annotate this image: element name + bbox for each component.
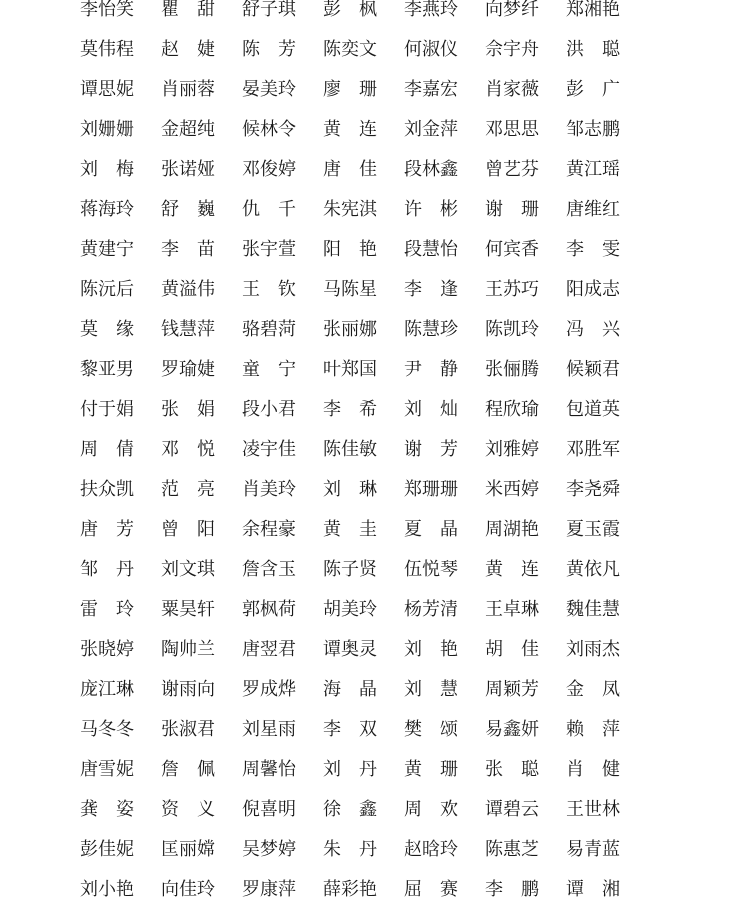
given-name: 鑫 — [359, 799, 377, 820]
name-cell: 程欣瑜 — [485, 399, 539, 420]
name-cell — [242, 270, 296, 310]
name-cell: 王苏巧 — [485, 279, 539, 300]
name-cell: 刘姗姗 — [80, 119, 134, 140]
given-name: 颂 — [440, 719, 458, 740]
given-name: 丹 — [359, 759, 377, 780]
given-name: 琳 — [359, 479, 377, 500]
surname: 谢 — [404, 439, 422, 460]
name-cell — [323, 0, 377, 30]
name-cell — [161, 390, 215, 430]
surname: 赖 — [566, 719, 584, 740]
given-name: 雯 — [602, 239, 620, 260]
name-cell — [323, 150, 377, 190]
name-cell: 庞江琳 — [80, 679, 134, 700]
surname: 海 — [323, 679, 341, 700]
name-cell: 彭佳妮 — [80, 839, 134, 860]
given-name: 佳 — [521, 639, 539, 660]
given-name: 珊 — [359, 79, 377, 100]
name-cell: 向梦纤 — [485, 0, 539, 20]
name-cell: 罗成烨 — [242, 679, 296, 700]
name-cell — [323, 510, 377, 550]
name-cell: 舒子琪 — [242, 0, 296, 20]
name-cell: 骆碧菏 — [242, 319, 296, 340]
name-cell: 何淑仪 — [404, 39, 458, 60]
name-cell — [80, 310, 134, 350]
name-cell: 段慧怡 — [404, 239, 458, 260]
surname: 刘 — [323, 479, 341, 500]
surname: 许 — [404, 199, 422, 220]
name-cell — [161, 30, 215, 70]
name-cell: 匡丽嫦 — [161, 839, 215, 860]
surname: 黄 — [485, 559, 503, 580]
surname: 刘 — [404, 639, 422, 660]
name-cell: 王世林 — [566, 799, 620, 820]
name-cell — [404, 750, 458, 790]
name-cell — [485, 550, 539, 590]
name-cell: 张诺娅 — [161, 159, 215, 180]
surname: 彭 — [566, 79, 584, 100]
name-cell: 谢雨向 — [161, 679, 215, 700]
surname: 冯 — [566, 319, 584, 340]
name-cell: 叶郑国 — [323, 359, 377, 380]
name-cell — [404, 190, 458, 230]
name-cell — [323, 230, 377, 270]
surname: 莫 — [80, 319, 98, 340]
name-cell — [80, 150, 134, 190]
name-cell: 张俪腾 — [485, 359, 539, 380]
name-cell: 赵晗玲 — [404, 839, 458, 860]
given-name: 婕 — [197, 39, 215, 60]
name-cell: 马陈星 — [323, 279, 377, 300]
name-cell: 谭思妮 — [80, 79, 134, 100]
name-cell: 陈佳敏 — [323, 439, 377, 460]
name-cell: 罗康萍 — [242, 879, 296, 899]
given-name: 赛 — [440, 879, 458, 899]
name-cell: 魏佳慧 — [566, 599, 620, 620]
name-cell: 扶众凯 — [80, 479, 134, 500]
name-cell: 邓胜军 — [566, 439, 620, 460]
given-name: 聪 — [521, 759, 539, 780]
name-cell: 刘小艳 — [80, 879, 134, 899]
name-cell: 邓俊婷 — [242, 159, 296, 180]
surname: 夏 — [404, 519, 422, 540]
name-cell: 黄江瑶 — [566, 159, 620, 180]
name-cell — [404, 870, 458, 899]
surname: 金 — [566, 679, 584, 700]
name-cell: 马冬冬 — [80, 719, 134, 740]
surname: 李 — [323, 719, 341, 740]
given-name: 连 — [359, 119, 377, 140]
name-cell — [242, 30, 296, 70]
surname: 曾 — [161, 519, 179, 540]
surname: 邓 — [161, 439, 179, 460]
name-cell — [566, 710, 620, 750]
name-cell: 黄溢伟 — [161, 279, 215, 300]
name-cell: 谭碧云 — [485, 799, 539, 820]
name-cell — [404, 630, 458, 670]
given-name: 缘 — [116, 319, 134, 340]
given-name: 慧 — [440, 679, 458, 700]
name-cell: 候林令 — [242, 119, 296, 140]
name-cell — [323, 750, 377, 790]
surname: 洪 — [566, 39, 584, 60]
name-cell: 陈凯玲 — [485, 319, 539, 340]
surname: 朱 — [323, 839, 341, 860]
name-cell: 唐维红 — [566, 199, 620, 220]
given-name: 晶 — [359, 679, 377, 700]
surname: 李 — [161, 239, 179, 260]
name-cell: 唐翌君 — [242, 639, 296, 660]
given-name: 凤 — [602, 679, 620, 700]
name-cell: 何宾香 — [485, 239, 539, 260]
name-cell: 陶帅兰 — [161, 639, 215, 660]
name-cell: 邓思思 — [485, 119, 539, 140]
given-name: 芳 — [278, 39, 296, 60]
given-name: 芳 — [440, 439, 458, 460]
name-cell: 黄建宁 — [80, 239, 134, 260]
name-cell: 肖家薇 — [485, 79, 539, 100]
name-cell: 郑湘艳 — [566, 0, 620, 20]
surname: 胡 — [485, 639, 503, 660]
surname: 张 — [161, 399, 179, 420]
surname: 徐 — [323, 799, 341, 820]
surname: 肖 — [566, 759, 584, 780]
name-cell: 段小君 — [242, 399, 296, 420]
name-cell: 刘雨杰 — [566, 639, 620, 660]
name-cell: 倪喜明 — [242, 799, 296, 820]
name-cell: 陈惠芝 — [485, 839, 539, 860]
name-cell — [404, 790, 458, 830]
name-cell: 陈慧珍 — [404, 319, 458, 340]
name-cell: 陈沅后 — [80, 279, 134, 300]
given-name: 姿 — [116, 799, 134, 820]
surname: 李 — [404, 279, 422, 300]
name-cell: 周湖艳 — [485, 519, 539, 540]
given-name: 玲 — [116, 599, 134, 620]
name-cell: 付于娟 — [80, 399, 134, 420]
given-name: 晶 — [440, 519, 458, 540]
name-cell — [161, 750, 215, 790]
name-cell: 候颖君 — [566, 359, 620, 380]
surname: 雷 — [80, 599, 98, 620]
name-cell: 邹志鹏 — [566, 119, 620, 140]
name-cell: 刘金萍 — [404, 119, 458, 140]
name-cell: 刘文琪 — [161, 559, 215, 580]
name-cell: 刘星雨 — [242, 719, 296, 740]
surname: 唐 — [80, 519, 98, 540]
name-cell — [323, 110, 377, 150]
name-cell — [566, 870, 620, 899]
name-cell: 陈奕文 — [323, 39, 377, 60]
surname: 唐 — [323, 159, 341, 180]
surname: 刘 — [404, 679, 422, 700]
name-cell: 李燕玲 — [404, 0, 458, 20]
given-name: 湘 — [602, 879, 620, 899]
name-cell — [485, 630, 539, 670]
given-name: 佳 — [359, 159, 377, 180]
given-name: 倩 — [116, 439, 134, 460]
surname: 黄 — [323, 519, 341, 540]
name-cell: 薛彩艳 — [323, 879, 377, 899]
surname: 周 — [404, 799, 422, 820]
name-cell — [566, 30, 620, 70]
given-name: 佩 — [197, 759, 215, 780]
surname: 瞿 — [161, 0, 179, 20]
name-cell — [404, 710, 458, 750]
name-cell: 张丽娜 — [323, 319, 377, 340]
name-cell — [323, 710, 377, 750]
given-name: 阳 — [197, 519, 215, 540]
given-name: 娟 — [197, 399, 215, 420]
surname: 陈 — [242, 39, 260, 60]
name-cell: 金超纯 — [161, 119, 215, 140]
name-cell: 包道英 — [566, 399, 620, 420]
name-cell — [404, 510, 458, 550]
given-name: 双 — [359, 719, 377, 740]
name-cell — [323, 70, 377, 110]
surname: 邹 — [80, 559, 98, 580]
name-cell: 陈子贤 — [323, 559, 377, 580]
name-cell: 伍悦琴 — [404, 559, 458, 580]
name-cell — [323, 390, 377, 430]
given-name: 千 — [278, 199, 296, 220]
name-cell: 肖丽蓉 — [161, 79, 215, 100]
name-cell: 肖美玲 — [242, 479, 296, 500]
name-cell: 郭枫荷 — [242, 599, 296, 620]
name-cell: 罗瑜婕 — [161, 359, 215, 380]
given-name: 彬 — [440, 199, 458, 220]
given-name: 艳 — [440, 639, 458, 660]
given-name: 巍 — [197, 199, 215, 220]
name-cell — [404, 430, 458, 470]
name-cell — [485, 870, 539, 899]
name-cell — [404, 350, 458, 390]
name-cell: 郑珊珊 — [404, 479, 458, 500]
name-cell — [161, 470, 215, 510]
name-cell — [566, 670, 620, 710]
given-name: 义 — [197, 799, 215, 820]
name-cell: 王卓琳 — [485, 599, 539, 620]
surname: 阳 — [323, 239, 341, 260]
name-cell — [323, 670, 377, 710]
given-name: 灿 — [440, 399, 458, 420]
name-cell — [161, 190, 215, 230]
name-cell — [566, 230, 620, 270]
surname: 童 — [242, 359, 260, 380]
name-cell: 唐雪妮 — [80, 759, 134, 780]
name-cell — [323, 830, 377, 870]
name-cell — [161, 790, 215, 830]
surname: 赵 — [161, 39, 179, 60]
surname: 范 — [161, 479, 179, 500]
name-cell: 钱慧萍 — [161, 319, 215, 340]
name-cell: 李怡笑 — [80, 0, 134, 20]
surname: 龚 — [80, 799, 98, 820]
name-cell — [404, 270, 458, 310]
name-cell — [80, 790, 134, 830]
given-name: 聪 — [602, 39, 620, 60]
given-name: 丹 — [116, 559, 134, 580]
name-cell — [80, 430, 134, 470]
name-cell: 粟昊轩 — [161, 599, 215, 620]
name-cell: 李尧舜 — [566, 479, 620, 500]
given-name: 鹏 — [521, 879, 539, 899]
given-name: 兴 — [602, 319, 620, 340]
surname: 李 — [323, 399, 341, 420]
name-cell: 杨芳清 — [404, 599, 458, 620]
name-cell — [242, 190, 296, 230]
given-name: 连 — [521, 559, 539, 580]
name-cell — [566, 310, 620, 350]
given-name: 苗 — [197, 239, 215, 260]
surname: 黄 — [323, 119, 341, 140]
name-cell: 阳成志 — [566, 279, 620, 300]
given-name: 悦 — [197, 439, 215, 460]
given-name: 萍 — [602, 719, 620, 740]
name-cell — [161, 230, 215, 270]
name-cell — [323, 470, 377, 510]
given-name: 宁 — [278, 359, 296, 380]
name-cell — [161, 510, 215, 550]
given-name: 枫 — [359, 0, 377, 20]
name-cell — [242, 350, 296, 390]
surname: 张 — [485, 759, 503, 780]
surname: 樊 — [404, 719, 422, 740]
surname: 李 — [485, 879, 503, 899]
given-name: 珊 — [440, 759, 458, 780]
name-cell: 周馨怡 — [242, 759, 296, 780]
name-cell — [566, 70, 620, 110]
name-cell: 胡美玲 — [323, 599, 377, 620]
given-name: 甜 — [197, 0, 215, 20]
name-cell: 向佳玲 — [161, 879, 215, 899]
given-name: 静 — [440, 359, 458, 380]
name-cell: 张晓婷 — [80, 639, 134, 660]
name-cell: 易鑫妍 — [485, 719, 539, 740]
name-cell: 晏美玲 — [242, 79, 296, 100]
name-cell: 莫伟程 — [80, 39, 134, 60]
name-cell — [485, 750, 539, 790]
given-name: 芳 — [116, 519, 134, 540]
name-cell — [80, 550, 134, 590]
surname: 彭 — [323, 0, 341, 20]
name-cell — [404, 670, 458, 710]
name-cell — [161, 0, 215, 30]
surname: 尹 — [404, 359, 422, 380]
name-cell: 谭奥灵 — [323, 639, 377, 660]
name-cell: 吴梦婷 — [242, 839, 296, 860]
name-cell: 易青蓝 — [566, 839, 620, 860]
name-cell — [404, 390, 458, 430]
name-cell: 曾艺芬 — [485, 159, 539, 180]
name-cell: 詹含玉 — [242, 559, 296, 580]
surname: 李 — [566, 239, 584, 260]
name-cell: 佘宇舟 — [485, 39, 539, 60]
name-cell: 朱宪淇 — [323, 199, 377, 220]
given-name: 逢 — [440, 279, 458, 300]
given-name: 艳 — [359, 239, 377, 260]
surname: 刘 — [323, 759, 341, 780]
name-cell — [323, 790, 377, 830]
name-cell: 黎亚男 — [80, 359, 134, 380]
name-cell: 夏玉霞 — [566, 519, 620, 540]
surname: 资 — [161, 799, 179, 820]
name-cell: 段林鑫 — [404, 159, 458, 180]
name-cell — [80, 590, 134, 630]
surname: 詹 — [161, 759, 179, 780]
name-cell: 张淑君 — [161, 719, 215, 740]
surname: 黄 — [404, 759, 422, 780]
given-name: 珊 — [521, 199, 539, 220]
name-cell — [161, 430, 215, 470]
surname: 王 — [242, 279, 260, 300]
name-grid — [80, 0, 647, 899]
surname: 刘 — [404, 399, 422, 420]
name-cell — [566, 750, 620, 790]
name-cell: 刘雅婷 — [485, 439, 539, 460]
surname: 屈 — [404, 879, 422, 899]
surname: 刘 — [80, 159, 98, 180]
surname: 谭 — [566, 879, 584, 899]
given-name: 亮 — [197, 479, 215, 500]
surname: 廖 — [323, 79, 341, 100]
name-cell: 黄依凡 — [566, 559, 620, 580]
given-name: 梅 — [116, 159, 134, 180]
name-cell: 余程豪 — [242, 519, 296, 540]
given-name: 圭 — [359, 519, 377, 540]
name-cell: 米西婷 — [485, 479, 539, 500]
surname: 舒 — [161, 199, 179, 220]
surname: 谢 — [485, 199, 503, 220]
name-cell: 凌宇佳 — [242, 439, 296, 460]
name-cell: 周颖芳 — [485, 679, 539, 700]
surname: 仇 — [242, 199, 260, 220]
given-name: 广 — [602, 79, 620, 100]
given-name: 希 — [359, 399, 377, 420]
surname: 周 — [80, 439, 98, 460]
given-name: 健 — [602, 759, 620, 780]
name-cell — [485, 190, 539, 230]
given-name: 欢 — [440, 799, 458, 820]
name-cell — [80, 510, 134, 550]
given-name: 钦 — [278, 279, 296, 300]
name-cell: 张宇萱 — [242, 239, 296, 260]
given-name: 丹 — [359, 839, 377, 860]
name-cell: 李嘉宏 — [404, 79, 458, 100]
name-cell: 蒋海玲 — [80, 199, 134, 220]
